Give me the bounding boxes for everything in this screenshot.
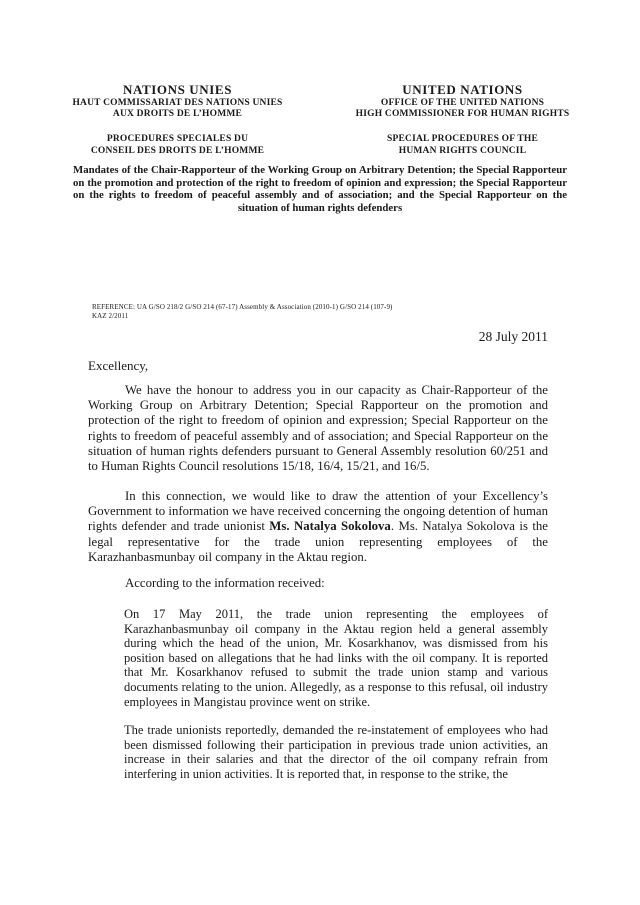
procedures-en-line2: HUMAN RIGHTS COUNCIL xyxy=(398,145,527,156)
paragraph-concern xyxy=(88,489,548,565)
letter-date: 28 July 2011 xyxy=(478,329,548,344)
reference-line-1: REFERENCE: UA G/SO 218/2 G/SO 214 (67-17) Assembly & Association (2010-1) G/SO 214 (107-9) xyxy=(92,303,393,311)
office-name-fr-line1: HAUT COMMISSARIAT DES NATIONS UNIES xyxy=(72,98,283,108)
org-name-en: UNITED NATIONS xyxy=(402,82,523,97)
org-name-fr: NATIONS UNIES xyxy=(122,82,233,97)
paragraph-information-intro: According to the information received: xyxy=(125,576,325,590)
reference-block xyxy=(92,303,422,320)
procedures-en-line1: SPECIAL PROCEDURES OF THE xyxy=(387,134,538,145)
un-letterhead xyxy=(35,83,605,157)
office-name-en xyxy=(320,98,605,120)
letterhead-english-column xyxy=(320,83,605,157)
mandates-paragraph: Mandates of the Chair-Rapporteur of the Working Group on Arbitrary Detention; the Special Rapporteur on the promotion and protection of the right to freedom of opinion and expression; the Special Rapporteur on the rights to freedom of peaceful assembly and of association; and the Special Rapporteur on the situation of human rights defenders xyxy=(73,164,567,214)
allegation-paragraph-2: The trade unionists reportedly, demanded the re-instatement of employees who had been dismissed following their participation in previous trade union activities, an increase in their salaries and that the director of the oil company refrain from interfering in union activities. It is reported that, in response to the strike, the xyxy=(124,723,548,781)
procedures-fr xyxy=(35,134,320,156)
letterhead-french-column xyxy=(35,83,320,157)
salutation: Excellency, xyxy=(88,358,149,373)
paragraph-concern-lead: In this connection, we would like to draw the attention of your Excellency’s Government to information we have received concerning the ongoing detention of human rights defender and trade unionist xyxy=(88,489,548,534)
procedures-fr-line2: CONSEIL DES DROITS DE L’HOMME xyxy=(90,145,265,156)
office-name-en-line2: HIGH COMMISSIONER FOR HUMAN RIGHTS xyxy=(355,109,570,120)
paragraph-concern-tail: . Ms. Natalya Sokolova is the legal representative for the trade union representing employees of the Karazhanbasmunbay oil company in the Aktau region. xyxy=(88,519,548,564)
reference-line-2: KAZ 2/2011 xyxy=(92,311,129,320)
office-name-fr-line2: AUX DROITS DE L’HOMME xyxy=(112,109,243,120)
office-name-en-line1: OFFICE OF THE UNITED NATIONS xyxy=(380,98,545,108)
procedures-fr-line1: PROCEDURES SPECIALES DU xyxy=(106,134,249,145)
paragraph-capacity: We have the honour to address you in our capacity as Chair-Rapporteur of the Working Group on Arbitrary Detention; Special Rapporteur on the promotion and protection of the right to freedom of opinion and expression; Special Rapporteur on the rights to freedom of peaceful assembly and of association; and Special Rapporteur on the situation of human rights defenders pursuant to General Assembly resolution 60/251 and to Human Rights Council resolutions 15/18, 16/4, 15/21, and 16/5. xyxy=(88,383,548,474)
allegation-paragraph-1: On 17 May 2011, the trade union representing the employees of Karazhanbasmunbay oil company in the Aktau region held a general assembly during which the head of the union, Mr. Kosarkhanov, was dismissed from his position based on allegations that he had links with the oil company. It is reported that Mr. Kosarkhanov refused to submit the trade union stamp and various documents relating to the union. Allegedly, as a response to this refusal, oil industry employees in Mangistau province went on strike. xyxy=(124,607,548,709)
procedures-en xyxy=(320,134,605,156)
office-name-fr xyxy=(35,98,320,120)
detainee-name: Ms. Natalya Sokolova xyxy=(269,519,391,534)
